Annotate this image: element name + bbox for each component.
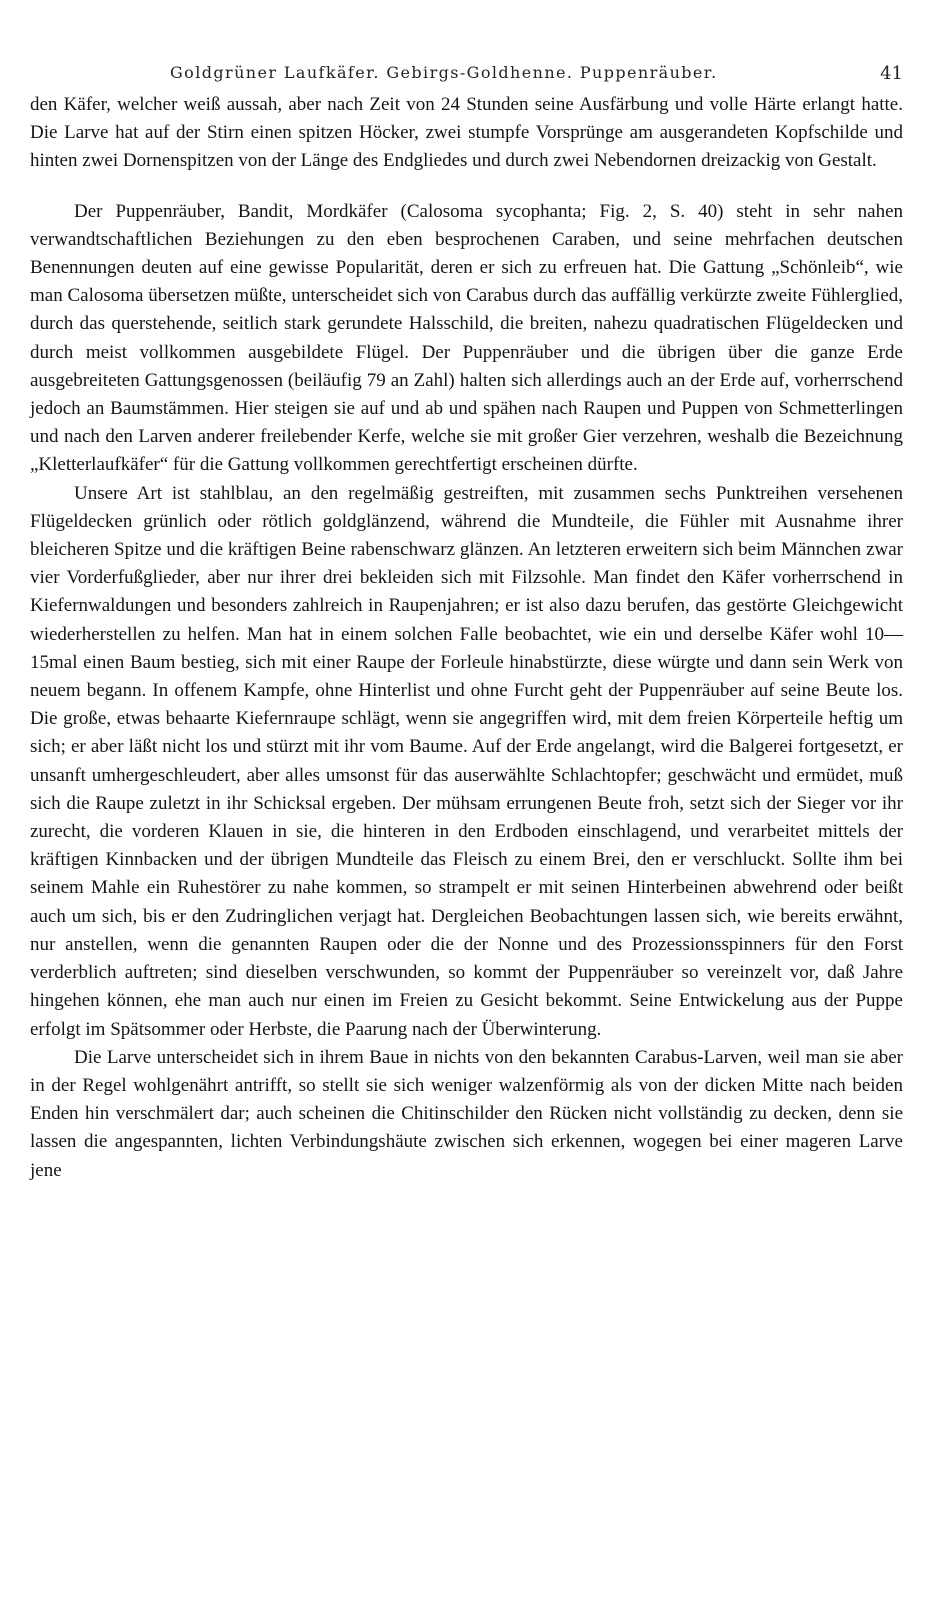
paragraph-larva: Die Larve unterscheidet sich in ihrem Baue in nichts von den bekannten Carabus-Larven, weil man sie aber in der Regel wohlgenährt antrifft, so stellt sie sich weniger walzenförmig als von der dicken Mitte nach beiden Enden hin verschmälert dar; auch scheinen die Chitinschilder den Rücken nicht vollständig zu decken, denn sie lassen die angespannten, lichten Verbindungshäute zwischen sich erkennen, wogegen bei einer mageren Larve jene [30,1046,903,1181]
section-gap [30,176,903,198]
book-page [30,55,903,1185]
paragraph-continuation: den Käfer, welcher weiß aussah, aber nach Zeit von 24 Stunden seine Ausfärbung und volle Härte erlangt hatte. Die Larve hat auf der Stirn einen spitzen Höcker, zwei stumpfe Vorsprünge am ausgerandeten Kopfschilde und hinten zwei Dornenspitzen von der Länge des Endgliedes und durch zwei Nebendornen dreizackig von Gestalt. [30,94,903,172]
running-title: Goldgrüner Laufkäfer. Gebirgs-Goldhenne. Puppenräuber. [170,63,718,82]
page-number: 41 [880,63,903,84]
body-text [30,91,903,1185]
running-head [30,55,903,91]
paragraph-puppenraeuber-intro: Der Puppenräuber, Bandit, Mordkäfer (Calosoma sycophanta; Fig. 2, S. 40) steht in sehr nahen verwandtschaftlichen Beziehungen zu den eben besprochenen Caraben, und seine mehrfachen deutschen Benennungen deuten auf eine gewisse Popularität, deren er sich zu erfreuen hat. Die Gattung „Schönleib“, wie man Calosoma übersetzen müßte, unterscheidet sich von Carabus durch das auffällig verkürzte zweite Fühlerglied, durch das querstehende, seitlich stark gerundete Halsschild, die breiten, nahezu quadratischen Flügeldecken und durch meist vollkommen ausgebildete Flügel. Der Puppenräuber und die übrigen über die ganze Erde ausgebreiteten Gattungsgenossen (beiläufig 79 an Zahl) halten sich allerdings auch an der Erde auf, vorherrschend jedoch an Baumstämmen. Hier steigen sie auf und ab und spähen nach Raupen und Puppen von Schmetterlingen und nach den Larven anderer freilebender Kerfe, welche sie mit großer Gier verzehren, weshalb die Bezeichnung „Kletterlaufkäfer“ für die Gattung vollkommen gerechtfertigt erscheinen dürfte. [30,200,903,476]
paragraph-description: Unsere Art ist stahlblau, an den regelmäßig gestreiften, mit zusammen sechs Punktreihen versehenen Flügeldecken grünlich oder rötlich goldglänzend, während die Mundteile, die Fühler mit Ausnahme ihrer bleicheren Spitze und die kräftigen Beine rabenschwarz glänzen. An letzteren erweitern sich beim Männchen zwar vier Vorderfußglieder, aber nur ihrer drei bekleiden sich mit Filzsohle. Man findet den Käfer vorherrschend in Kiefernwaldungen und besonders zahlreich in Raupenjahren; er ist also dazu berufen, das gestörte Gleichgewicht wiederherstellen zu helfen. Man hat in einem solchen Falle beobachtet, wie ein und derselbe Käfer wohl 10—15mal einen Baum bestieg, sich mit einer Raupe der Forleule hinabstürzte, diese würgte und dann sein Werk von neuem begann. In offenem Kampfe, ohne Hinterlist und ohne Furcht geht der Puppenräuber auf seine Beute los. Die große, etwas behaarte Kiefernraupe schlägt, wenn sie angegriffen wird, mit dem freien Körperteile heftig um sich; er aber läßt nicht los und stürzt mit ihr vom Baume. Auf der Erde angelangt, wird die Balgerei fortgesetzt, er unsanft umhergeschleudert, aber alles umsonst für das auserwählte Schlachtopfer; geschwächt und ermüdet, muß sich die Raupe zuletzt in ihr Schicksal ergeben. Der mühsam errungenen Beute froh, setzt sich der Sieger vor ihr zurecht, die vorderen Klauen in sie, die hinteren in den Erdboden einschlagend, und verarbeitet mittels der kräftigen Kinnbacken und der übrigen Mundteile das Fleisch zu einem Brei, den er verschluckt. Sollte ihm bei seinem Mahle ein Ruhestörer zu nahe kommen, so strampelt er mit seinen Hinterbeinen abwehrend oder beißt auch um sich, bis er den Zudringlichen verjagt hat. Dergleichen Beobachtungen lassen sich, wie bereits erwähnt, nur anstellen, wenn die genannten Raupen oder die der Nonne und des Prozessionsspinners für den Forst verderblich auftreten; sind dieselben verschwunden, so kommt der Puppenräuber so vereinzelt vor, daß Jahre hingehen können, ehe man auch nur einen im Freien zu Gesicht bekommt. Seine Entwickelung aus der Puppe erfolgt im Spätsommer oder Herbste, die Paarung nach der Überwinterung. [30,482,903,1040]
